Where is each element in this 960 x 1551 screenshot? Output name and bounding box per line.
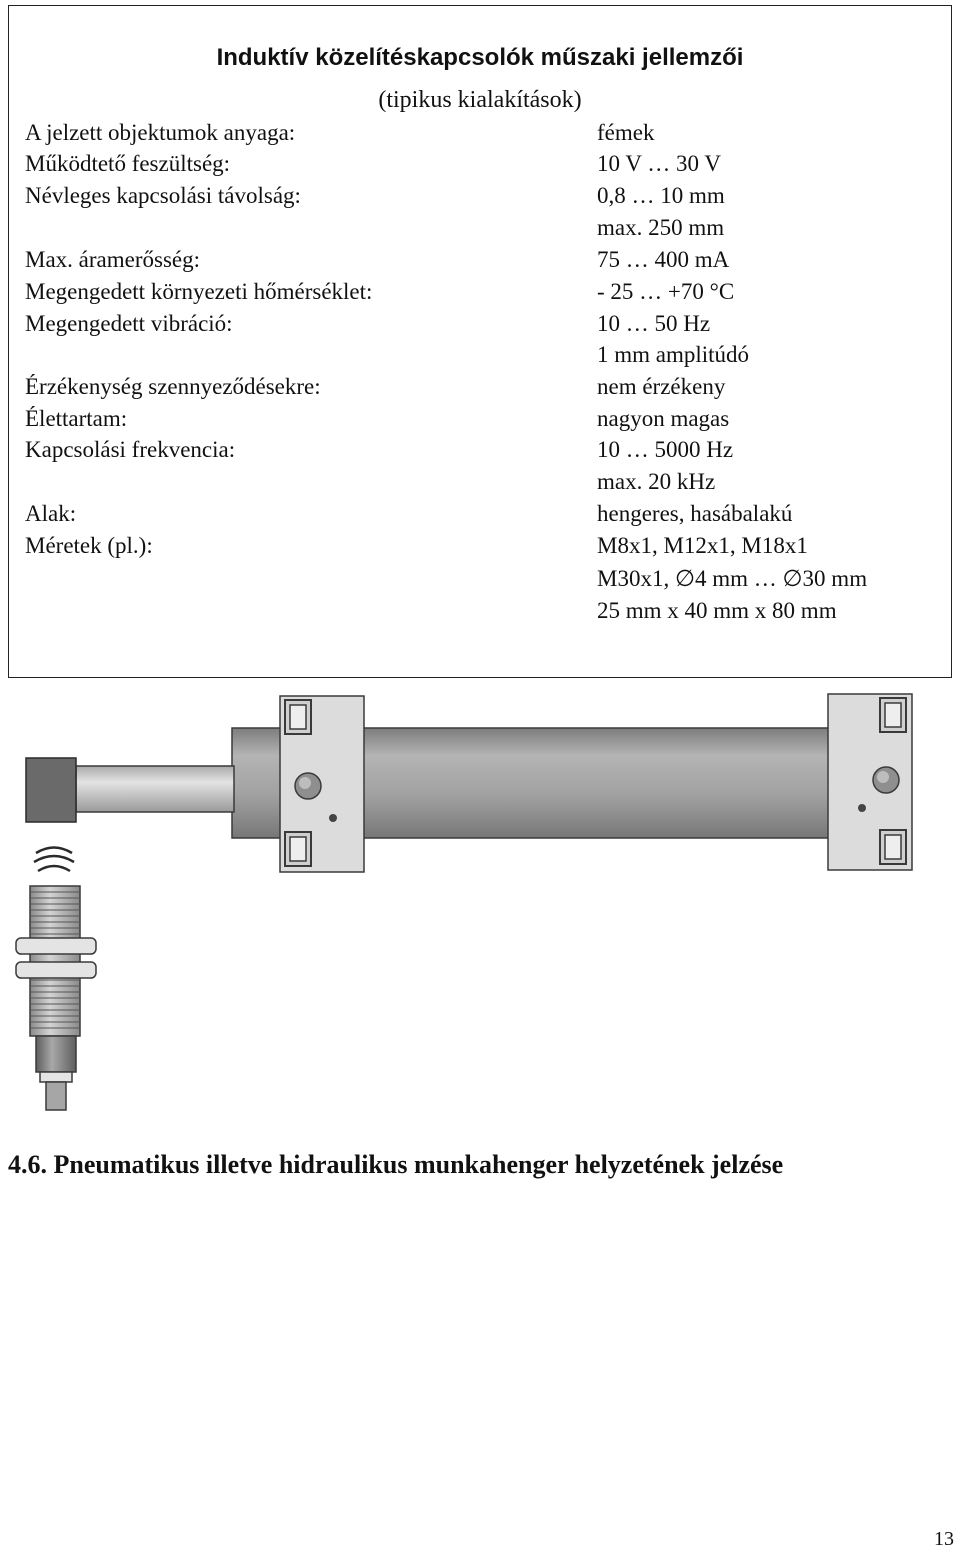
spec-value: fémek <box>597 120 655 145</box>
spec-label: Megengedett környezeti hőmérséklet: <box>25 279 373 304</box>
spec-row <box>9 501 951 532</box>
spec-row <box>9 469 951 500</box>
spec-label: Érzékenység szennyeződésekre: <box>25 374 321 399</box>
spec-row <box>9 215 951 246</box>
sensor-nut-lower <box>16 962 96 978</box>
page-number: 13 <box>934 1528 954 1550</box>
spec-value: M8x1, M12x1, M18x1 <box>597 533 808 558</box>
sensor-cable <box>46 1082 66 1110</box>
spec-value: nagyon magas <box>597 406 730 431</box>
piston-rod <box>76 766 234 812</box>
sensor-body <box>36 1036 76 1072</box>
inductive-sensor <box>16 886 96 1110</box>
spec-row <box>9 342 951 373</box>
section-heading: 4.6. Pneumatikus illetve hidraulikus munkahenger helyzetének jelzése <box>8 1150 784 1179</box>
spec-row <box>9 437 951 468</box>
spec-label: Megengedett vibráció: <box>25 311 233 336</box>
spec-row <box>9 533 951 564</box>
spec-value: nem érzékeny <box>597 374 726 399</box>
spec-label: Működtető feszültség: <box>25 151 231 176</box>
spec-value: - 25 … +70 °C <box>597 279 735 304</box>
spec-row <box>9 279 951 310</box>
spec-label: A jelzett objektumok anyaga: <box>25 120 296 145</box>
spec-row <box>9 566 951 597</box>
left-flange <box>280 696 364 872</box>
detection-wave-icon <box>34 848 74 872</box>
spec-row <box>9 247 951 278</box>
spec-label: Élettartam: <box>25 406 128 431</box>
spec-label: Max. áramerősség: <box>25 247 200 272</box>
spec-value: 1 mm amplitúdó <box>597 342 750 367</box>
spec-table-box <box>8 5 952 678</box>
cylinder-sensor-illustration <box>0 690 960 1130</box>
spec-label: Alak: <box>25 501 77 526</box>
right-flange <box>828 694 912 870</box>
spec-label: Kapcsolási frekvencia: <box>25 437 236 462</box>
sensor-nut-upper <box>16 938 96 954</box>
spec-title: Induktív közelítéskapcsolók műszaki jellemzői <box>216 44 744 71</box>
spec-row <box>9 311 951 342</box>
spec-row <box>9 183 951 214</box>
sensor-collar <box>40 1072 72 1082</box>
spec-value: max. 20 kHz <box>597 469 716 494</box>
spec-label: Névleges kapcsolási távolság: <box>25 183 301 208</box>
spec-row <box>9 151 951 182</box>
spec-value: 75 … 400 mA <box>597 247 730 272</box>
spec-value: 10 V … 30 V <box>597 151 721 176</box>
spec-row <box>9 406 951 437</box>
metal-target <box>26 758 76 822</box>
spec-value: hengeres, hasábalakú <box>597 501 793 526</box>
spec-label: Méretek (pl.): <box>25 533 153 558</box>
spec-row <box>9 374 951 405</box>
spec-row <box>9 120 951 151</box>
spec-value: 0,8 … 10 mm <box>597 183 725 208</box>
spec-value: 10 … 50 Hz <box>597 311 711 336</box>
spec-row <box>9 598 951 629</box>
spec-value: 10 … 5000 Hz <box>597 437 734 462</box>
spec-value: max. 250 mm <box>597 215 725 240</box>
spec-subtitle: (tipikus kialakítások) <box>378 87 582 113</box>
spec-value: M30x1, ∅4 mm … ∅30 mm <box>597 566 868 591</box>
spec-value: 25 mm x 40 mm x 80 mm <box>597 598 837 623</box>
